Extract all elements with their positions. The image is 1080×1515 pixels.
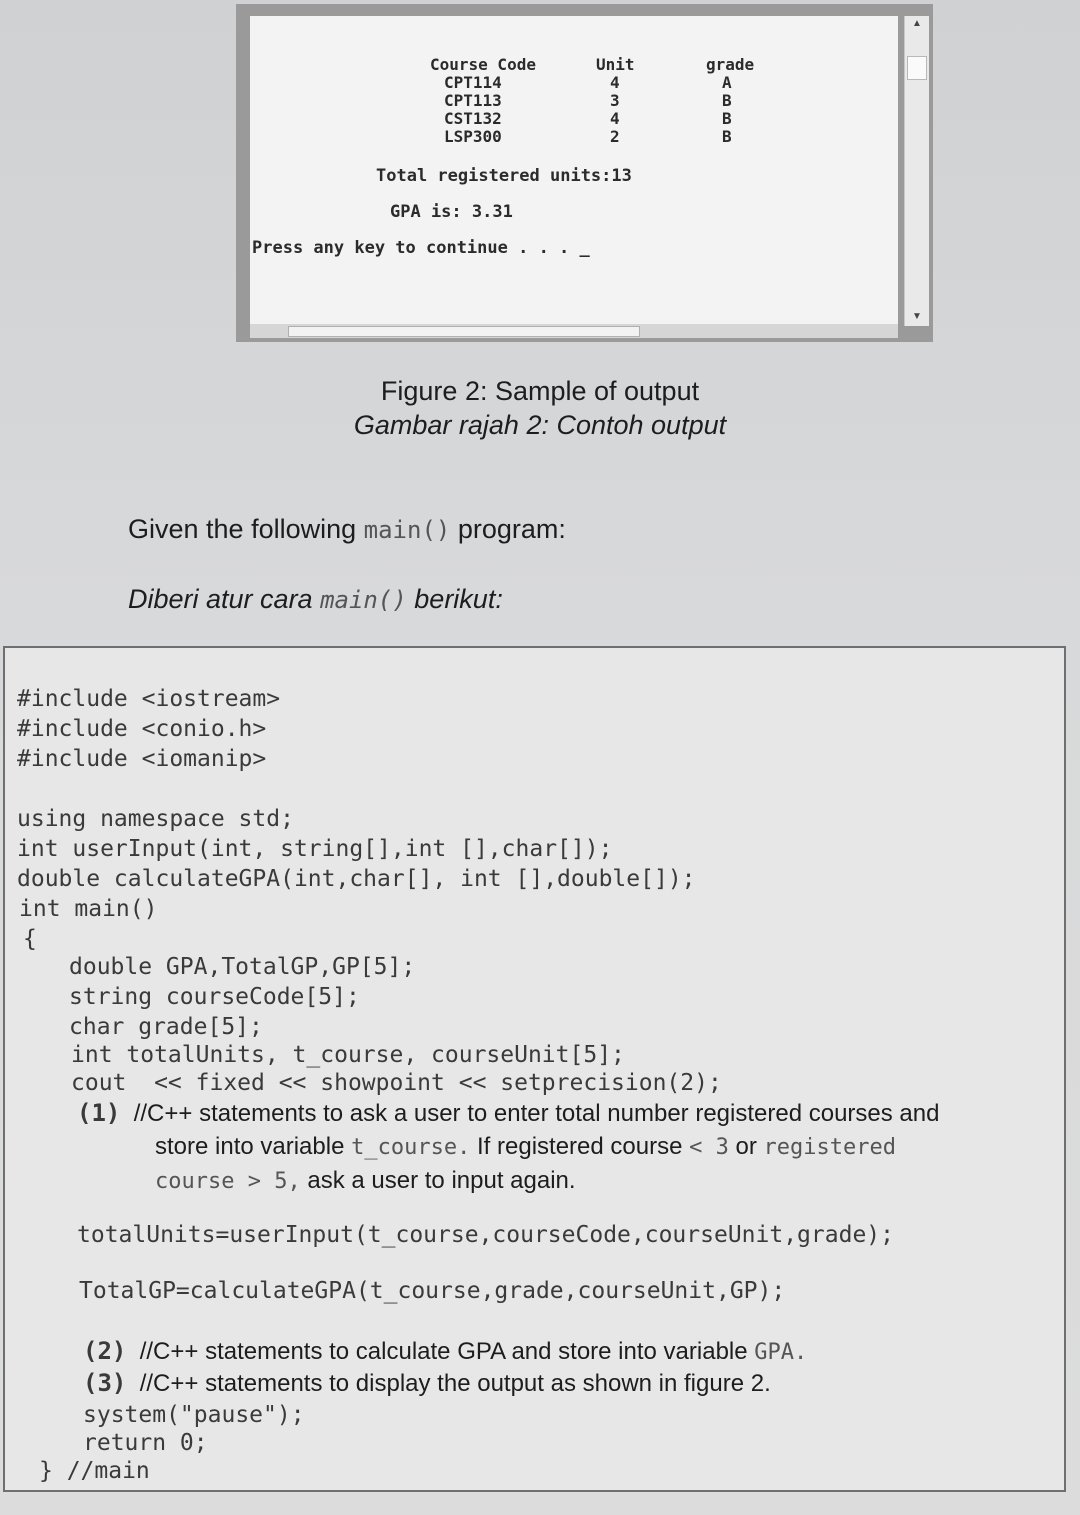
press-key-line: Press any key to continue . . . _ [252, 238, 590, 258]
grade-cell: B [722, 91, 732, 110]
grade-header-cell [706, 56, 754, 74]
horizontal-scrollbar[interactable] [250, 324, 898, 338]
question-1-line2 [155, 1130, 1055, 1165]
figure-caption-malay: Gambar rajah 2: Contoh output [353, 410, 727, 440]
vertical-scrollbar[interactable] [904, 16, 929, 326]
q1-code-registered: registered [763, 1135, 896, 1160]
call-userinput: totalUnits=userInput(t_course,courseCode,courseUnit,grade); [77, 1222, 894, 1248]
grade-cell: B [722, 127, 732, 146]
code-box [3, 646, 1066, 1492]
total-units-line: Total registered units:13 [376, 166, 632, 186]
question-1-number: (1) [77, 1099, 121, 1127]
q1-code-tcourse: t_course. [351, 1135, 471, 1160]
unit-header-cell [596, 56, 635, 74]
question-2-code: GPA. [754, 1340, 808, 1365]
main-open-brace: { [23, 926, 37, 952]
course-code-cell: CPT114 [444, 73, 502, 92]
include-iostream: #include <iostream> [17, 686, 281, 712]
q1-text-b: If registered course [470, 1133, 690, 1160]
unit-cell: 4 [610, 109, 620, 128]
unit-cell: 2 [610, 127, 620, 146]
console-window [250, 16, 898, 326]
q1-text-a: store into variable [155, 1133, 352, 1160]
question-3 [83, 1366, 1043, 1401]
console-screenshot [236, 4, 933, 342]
include-conio: #include <conio.h> [17, 716, 267, 742]
return-statement: return 0; [83, 1430, 208, 1456]
q1-text-d: ask a user to input again. [300, 1167, 576, 1194]
q1-text-c: or [728, 1133, 764, 1160]
question-1 [77, 1096, 1057, 1131]
intro-en-after: program: [450, 514, 566, 544]
question-1-comment: //C++ statements to ask a user to enter total number registered courses and [133, 1100, 940, 1127]
grade-cell: A [722, 73, 732, 92]
intro-en-before: Given the following [128, 514, 364, 544]
using-namespace: using namespace std; [17, 806, 294, 832]
unit-header: Unit [596, 55, 635, 74]
system-pause: system("pause"); [83, 1402, 305, 1428]
question-2-number: (2) [83, 1337, 127, 1365]
unit-cell: 4 [610, 73, 620, 92]
q1-code-lt3: < 3 [689, 1135, 729, 1160]
course-code-list [444, 74, 502, 146]
prototype-calculategpa: double calculateGPA(int,char[], int [],double[]); [17, 866, 696, 892]
course-code-cell: CST132 [444, 109, 502, 128]
decl-gpa: double GPA,TotalGP,GP[5]; [69, 954, 416, 980]
intro-english [128, 514, 566, 545]
call-calculategpa: TotalGP=calculateGPA(t_course,grade,courseUnit,GP); [79, 1278, 786, 1304]
intro-en-code: main() [363, 516, 451, 544]
question-2-text: //C++ statements to calculate GPA and store into variable [139, 1338, 755, 1365]
grade-cell: B [722, 109, 732, 128]
decl-grade: char grade[5]; [69, 1014, 263, 1040]
scroll-thumb[interactable] [907, 56, 927, 80]
main-signature: int main() [19, 896, 158, 922]
grade-header: grade [706, 55, 755, 74]
grade-list [722, 74, 732, 146]
intro-ms-before: Diberi atur cara [128, 584, 321, 614]
decl-coursecode: string courseCode[5]; [69, 984, 360, 1010]
q1-code-gt5: course > 5, [155, 1169, 301, 1194]
unit-cell: 3 [610, 91, 620, 110]
unit-list [610, 74, 620, 146]
gpa-line: GPA is: 3.31 [390, 202, 513, 222]
question-2 [83, 1334, 1043, 1370]
include-iomanip: #include <iomanip> [17, 746, 267, 772]
main-close: } //main [39, 1458, 150, 1484]
scroll-down-icon[interactable]: ▼ [912, 311, 922, 322]
question-3-number: (3) [83, 1369, 127, 1397]
course-code-header: Course Code [430, 55, 536, 74]
hscroll-thumb[interactable] [288, 326, 640, 337]
question-1-line3 [155, 1164, 1055, 1199]
course-code-column [430, 56, 536, 74]
intro-malay [128, 584, 503, 615]
intro-ms-after: berikut: [406, 584, 503, 614]
decl-units: int totalUnits, t_course, courseUnit[5]; [71, 1042, 625, 1068]
cout-format: cout << fixed << showpoint << setprecision(2); [71, 1070, 722, 1096]
course-code-cell: LSP300 [444, 127, 502, 146]
course-code-cell: CPT113 [444, 91, 502, 110]
scroll-up-icon[interactable]: ▲ [912, 18, 922, 29]
question-3-text: //C++ statements to display the output as shown in figure 2. [139, 1370, 771, 1397]
figure-caption-english: Figure 2: Sample of output [380, 376, 700, 406]
prototype-userinput: int userInput(int, string[],int [],char[]); [17, 836, 613, 862]
intro-ms-code: main() [320, 586, 407, 614]
